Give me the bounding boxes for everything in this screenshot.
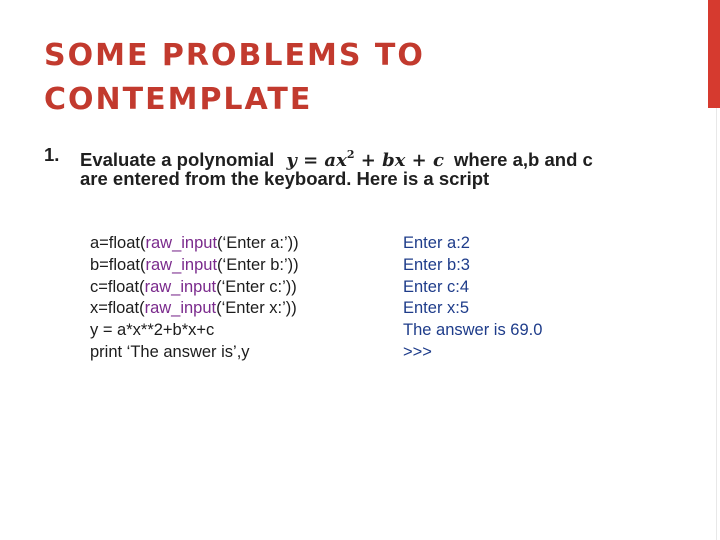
code-line xyxy=(90,320,299,342)
formula-x: x xyxy=(336,150,347,171)
code-pre: print ‘The answer is’,y xyxy=(90,342,250,361)
formula-exponent: 2 xyxy=(346,148,355,161)
formula-y: y xyxy=(286,150,297,171)
code-post: (‘Enter x:’)) xyxy=(216,299,297,318)
code-function-name: raw_input xyxy=(144,277,217,296)
code-post: (‘Enter b:’)) xyxy=(217,255,299,274)
output-line: The answer is 69.0 xyxy=(403,321,543,340)
code-function-name: raw_input xyxy=(145,234,218,252)
code-function-name: raw_input xyxy=(145,255,218,274)
code-line xyxy=(90,298,299,320)
code-post: (‘Enter a:’)) xyxy=(217,234,299,252)
code-function-name: raw_input xyxy=(144,299,217,318)
problem-line-2: are entered from the keyboard. Here is a script xyxy=(80,168,490,189)
output-line: Enter a:2 xyxy=(403,234,470,252)
slide-title xyxy=(44,34,644,122)
problem-text-after: where a,b and c xyxy=(454,149,593,170)
code-pre: b=float( xyxy=(90,255,146,274)
output-line: Enter x:5 xyxy=(403,299,470,318)
problem-text-before: Evaluate a polynomial xyxy=(80,149,275,170)
side-rule xyxy=(716,108,717,540)
code-line xyxy=(90,342,299,364)
title-line-2: CONTEMPLATE xyxy=(44,82,313,117)
script-output-block xyxy=(403,233,542,364)
output-line: Enter b:3 xyxy=(403,255,470,274)
accent-bar xyxy=(708,0,720,108)
output-prompt: >>> xyxy=(403,342,432,361)
code-pre: y = a*x**2+b*x+c xyxy=(90,321,215,340)
output-line: Enter c:4 xyxy=(403,277,470,296)
code-line xyxy=(90,277,299,299)
formula-eq: = xyxy=(296,150,325,171)
code-pre: x=float( xyxy=(90,299,145,318)
code-line xyxy=(90,233,299,255)
formula-rest: + bx + c xyxy=(354,150,444,171)
formula-a: a xyxy=(324,150,337,171)
code-pre: a=float( xyxy=(90,234,146,252)
code-post: (‘Enter c:’)) xyxy=(216,277,297,296)
script-code-block xyxy=(90,233,299,364)
code-line xyxy=(90,255,299,277)
code-pre: c=float( xyxy=(90,277,145,296)
problem-number: 1. xyxy=(44,144,60,165)
title-line-1: SOME PROBLEMS TO xyxy=(44,38,425,73)
